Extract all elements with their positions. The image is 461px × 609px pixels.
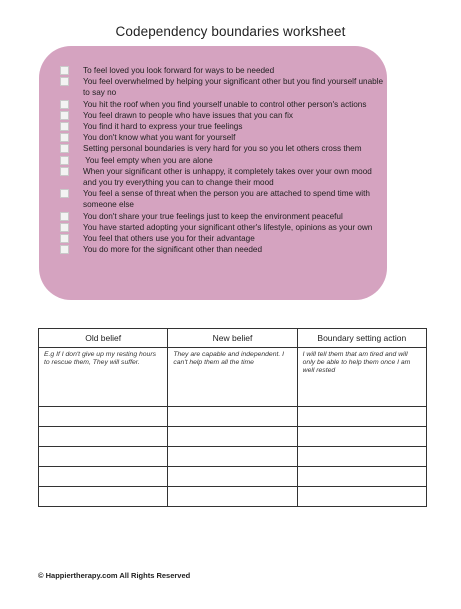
checklist-item[interactable]	[60, 222, 385, 233]
checklist-item-text: You feel drawn to people who have issues that you can fix	[83, 110, 293, 120]
table-row	[39, 407, 427, 427]
checklist-item[interactable]	[60, 65, 385, 76]
header-boundary-action: Boundary setting action	[297, 329, 426, 348]
table-cell[interactable]	[168, 487, 297, 507]
checkbox[interactable]	[60, 212, 69, 221]
table-row	[39, 447, 427, 467]
checkbox[interactable]	[60, 111, 69, 120]
checklist-item-text: When your significant other is unhappy, it completely takes over your own mood and you try everything you can to change their mood	[83, 166, 372, 188]
table-cell[interactable]	[297, 407, 426, 427]
table-cell[interactable]	[39, 467, 168, 487]
checklist-item[interactable]	[60, 155, 385, 166]
checkbox[interactable]	[60, 66, 69, 75]
symptom-checklist	[60, 65, 385, 255]
checkbox[interactable]	[60, 234, 69, 243]
header-new-belief: New belief	[168, 329, 297, 348]
table-cell[interactable]	[39, 407, 168, 427]
checkbox[interactable]	[60, 167, 69, 176]
table-cell[interactable]	[39, 427, 168, 447]
table-cell[interactable]	[168, 407, 297, 427]
table-cell[interactable]	[297, 467, 426, 487]
checkbox[interactable]	[60, 77, 69, 86]
checkbox[interactable]	[60, 223, 69, 232]
table-cell[interactable]	[168, 447, 297, 467]
table-header-row	[39, 329, 427, 348]
checklist-item-text: You do more for the significant other than needed	[83, 245, 263, 255]
example-old-belief: E.g If I don't give up my resting hours to rescue them, They will suffer.	[39, 348, 168, 407]
table-row	[39, 467, 427, 487]
checklist-item[interactable]	[60, 99, 385, 110]
checklist-item-text: To feel loved you look forward for ways to be needed	[83, 66, 275, 75]
table-cell[interactable]	[39, 487, 168, 507]
example-new-belief: They are capable and independent. I can't help them all the time	[168, 348, 297, 407]
checklist-item[interactable]	[60, 76, 385, 98]
checkbox[interactable]	[60, 189, 69, 198]
checklist-item[interactable]	[60, 233, 385, 244]
checklist-item-text: You feel empty when you are alone	[83, 155, 213, 165]
table-row	[39, 427, 427, 447]
checkbox[interactable]	[60, 156, 69, 165]
copyright-footer: © Happiertherapy.com All Rights Reserved	[38, 571, 191, 580]
worksheet-title: Codependency boundaries worksheet	[115, 24, 346, 39]
table-row	[39, 487, 427, 507]
checklist-item-text: You feel a sense of threat when the person you are attached to spend time with someone else	[83, 189, 370, 210]
header-old-belief: Old belief	[39, 329, 168, 348]
table-cell[interactable]	[297, 427, 426, 447]
table-cell[interactable]	[297, 447, 426, 467]
table-cell[interactable]	[297, 487, 426, 507]
checklist-item[interactable]	[60, 110, 385, 121]
checkbox[interactable]	[60, 144, 69, 153]
checkbox[interactable]	[60, 133, 69, 142]
checkbox[interactable]	[60, 245, 69, 254]
checklist-item-text: Setting personal boundaries is very hard for you so you let others cross them	[83, 144, 362, 154]
example-row	[39, 348, 427, 407]
checklist-item[interactable]	[60, 244, 385, 255]
table-cell[interactable]	[168, 467, 297, 487]
checklist-item[interactable]	[60, 121, 385, 132]
checklist-item-text: You hit the roof when you find yourself unable to control other person's actions	[83, 99, 367, 109]
checkbox[interactable]	[60, 122, 69, 131]
checklist-item[interactable]	[60, 166, 385, 188]
checklist-item[interactable]	[60, 143, 385, 154]
checklist-item[interactable]	[60, 188, 385, 210]
checklist-item-text: You find it hard to express your true feelings	[83, 122, 243, 132]
checklist-item-text: You don't share your true feelings just to keep the environment peaceful	[83, 211, 343, 221]
checklist-item-text: You don't know what you want for yourself	[83, 133, 236, 143]
checklist-item[interactable]	[60, 132, 385, 143]
checklist-item[interactable]	[60, 211, 385, 222]
checkbox[interactable]	[60, 100, 69, 109]
table-cell[interactable]	[39, 447, 168, 467]
checklist-item-text: You feel that others use you for their advantage	[83, 234, 255, 244]
beliefs-table	[38, 328, 427, 507]
checklist-item-text: You feel overwhelmed by helping your significant other but you find yourself unable to say no	[83, 77, 384, 98]
table-cell[interactable]	[168, 427, 297, 447]
checklist-item-text: You have started adopting your significant other's lifestyle, opinions as your own	[83, 222, 373, 232]
example-boundary-action: I will tell them that am tired and will only be able to help them once I am well rested	[297, 348, 426, 407]
